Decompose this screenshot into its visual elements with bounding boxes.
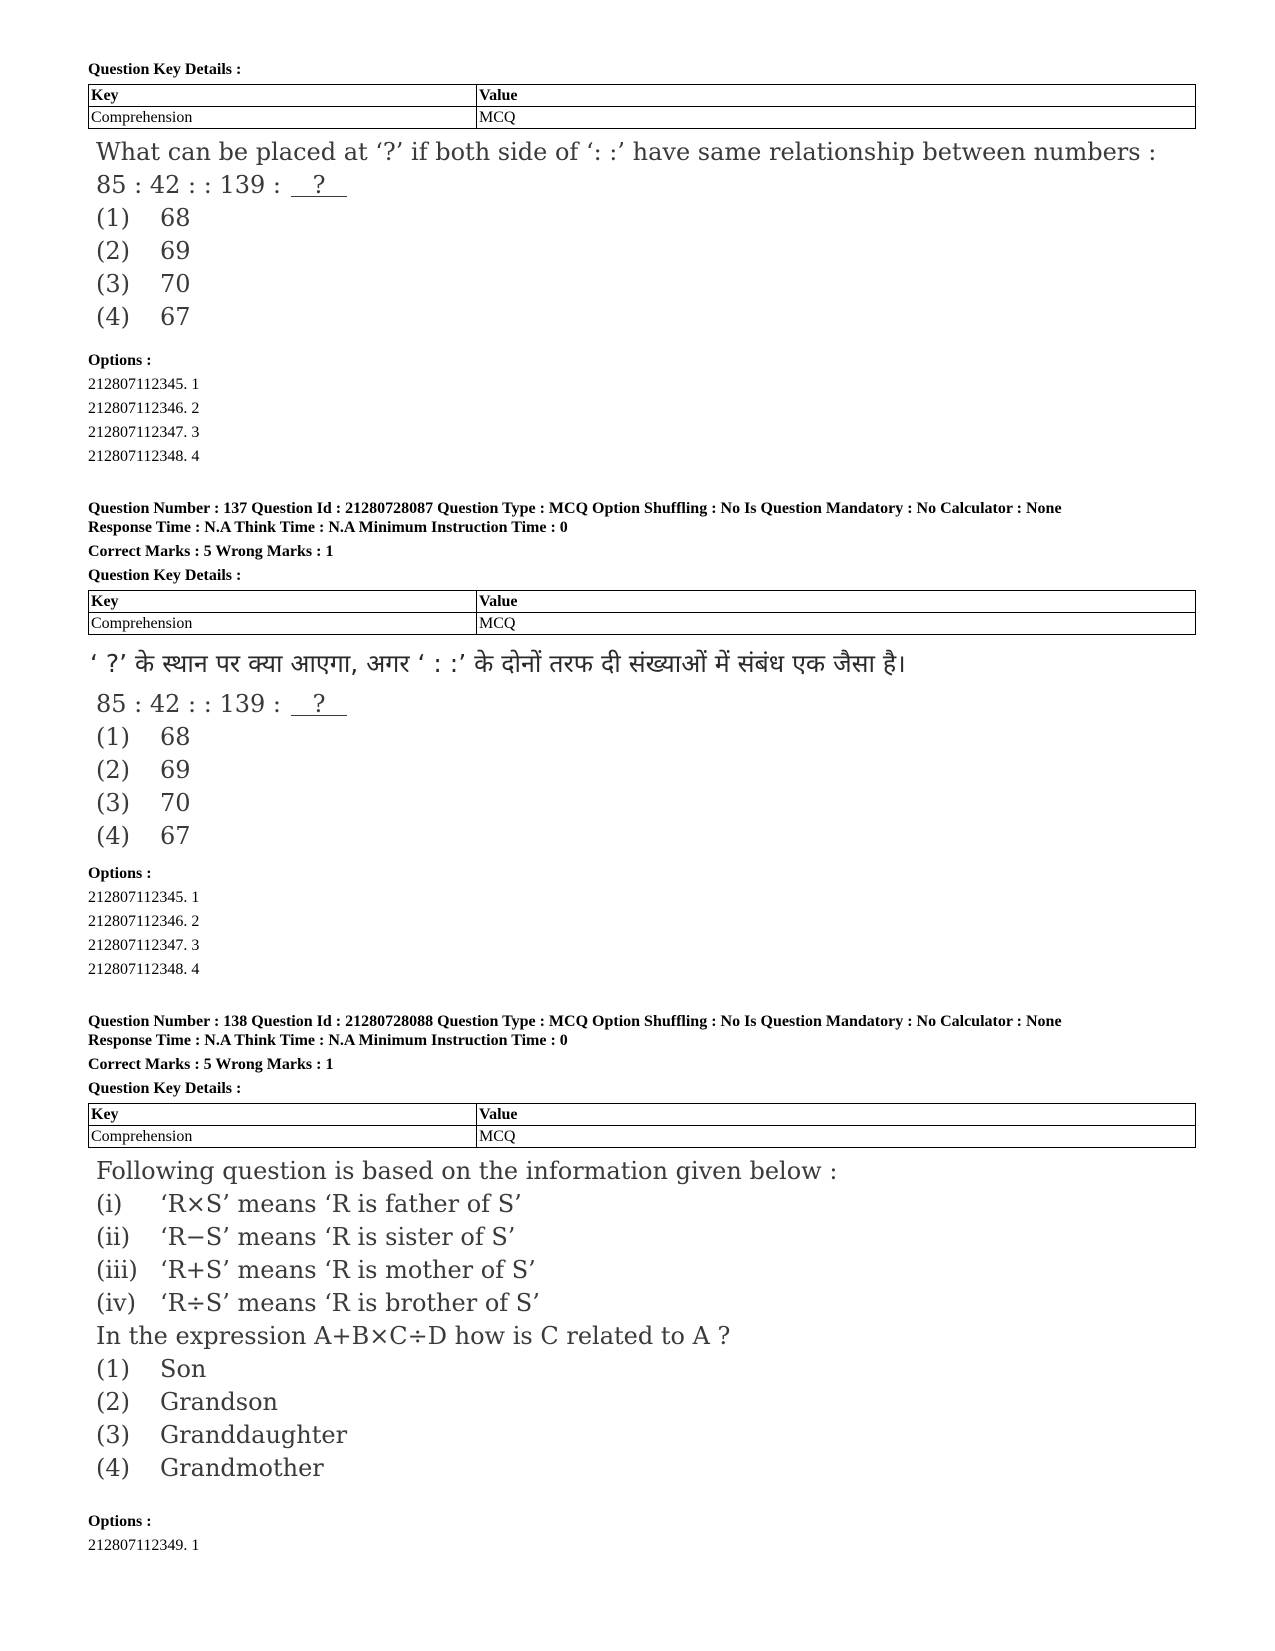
rule-item: (i) ‘R×S’ means ‘R is father of S’ [96,1190,522,1218]
rule-item: (iii) ‘R+S’ means ‘R is mother of S’ [96,1256,536,1284]
table-header-key: Key [89,1104,477,1126]
option-item: 212807112345. 1 [88,889,200,906]
intro-text: Following question is based on the information given below : [96,1157,838,1185]
key-value-table [88,84,1196,129]
option-item: 212807112346. 2 [88,913,200,930]
option-item: 212807112348. 4 [88,961,200,978]
question-meta-line1: Question Number : 137 Question Id : 21280728087 Question Type : MCQ Option Shuffling : No Is Question Mandatory : No Calculator : None [88,500,1062,517]
question-meta-line2: Response Time : N.A Think Time : N.A Minimum Instruction Time : 0 [88,519,568,536]
options-label: Options : [88,1513,152,1530]
option-item: 212807112346. 2 [88,400,200,417]
key-details-label: Question Key Details : [88,61,242,78]
option-item: 212807112347. 3 [88,424,200,441]
question-meta-line2: Response Time : N.A Think Time : N.A Minimum Instruction Time : 0 [88,1032,568,1049]
question-image [96,688,347,853]
question-image [96,1155,837,1485]
choice-item: (2) 69 [96,237,191,265]
choice-item: (1) 68 [96,204,191,232]
table-cell-key: Comprehension [89,613,477,635]
choice-item: (2) Grandson [96,1388,278,1416]
table-cell-value: MCQ [477,1126,1196,1148]
rule-item: (iv) ‘R÷S’ means ‘R is brother of S’ [96,1289,540,1317]
key-value-table [88,1103,1196,1148]
table-header-value: Value [477,85,1196,107]
question-meta-line1: Question Number : 138 Question Id : 21280728088 Question Type : MCQ Option Shuffling : No Is Question Mandatory : No Calculator : None [88,1013,1062,1030]
option-item: 212807112345. 1 [88,376,200,393]
choice-item: (4) 67 [96,303,191,331]
table-header-key: Key [89,591,477,613]
blank-answer: ? [291,174,347,197]
marks-line: Correct Marks : 5 Wrong Marks : 1 [88,1056,334,1073]
option-item: 212807112347. 3 [88,937,200,954]
options-list [88,373,199,469]
option-item: 212807112349. 1 [88,1537,200,1554]
choice-item: (3) Granddaughter [96,1421,348,1449]
options-list [88,886,199,982]
choice-item: (2) 69 [96,756,191,784]
ratio-line [96,169,1156,202]
choice-item: (1) 68 [96,723,191,751]
choice-item: (4) 67 [96,822,191,850]
question-image [90,646,906,682]
choice-item: (1) Son [96,1355,207,1383]
question-text: In the expression A+B×C÷D how is C related to A ? [96,1322,731,1350]
key-details-label: Question Key Details : [88,1080,242,1097]
ratio-line [96,688,347,721]
ratio-text: 85 : 42 : : 139 : [96,171,282,199]
table-cell-value: MCQ [477,613,1196,635]
marks-line: Correct Marks : 5 Wrong Marks : 1 [88,543,334,560]
options-list [88,1534,199,1558]
table-cell-key: Comprehension [89,107,477,129]
question-text-hindi: ‘ ?’ के स्थान पर क्या आएगा, अगर ‘ : :’ के दोनों तरफ दी संख्याओं में संबंध एक जैसा है। [90,649,906,678]
table-cell-key: Comprehension [89,1126,477,1148]
choice-item: (3) 70 [96,789,191,817]
key-value-table [88,590,1196,635]
options-label: Options : [88,352,152,369]
question-image [96,136,1156,334]
option-item: 212807112348. 4 [88,448,200,465]
blank-answer: ? [291,693,347,716]
table-cell-value: MCQ [477,107,1196,129]
table-header-value: Value [477,591,1196,613]
question-text: What can be placed at ‘?’ if both side of ‘: :’ have same relationship between numbers : [96,138,1157,166]
options-label: Options : [88,865,152,882]
key-details-label: Question Key Details : [88,567,242,584]
rule-item: (ii) ‘R−S’ means ‘R is sister of S’ [96,1223,516,1251]
choice-item: (4) Grandmother [96,1454,324,1482]
ratio-text: 85 : 42 : : 139 : [96,690,282,718]
choice-item: (3) 70 [96,270,191,298]
table-header-key: Key [89,85,477,107]
table-header-value: Value [477,1104,1196,1126]
